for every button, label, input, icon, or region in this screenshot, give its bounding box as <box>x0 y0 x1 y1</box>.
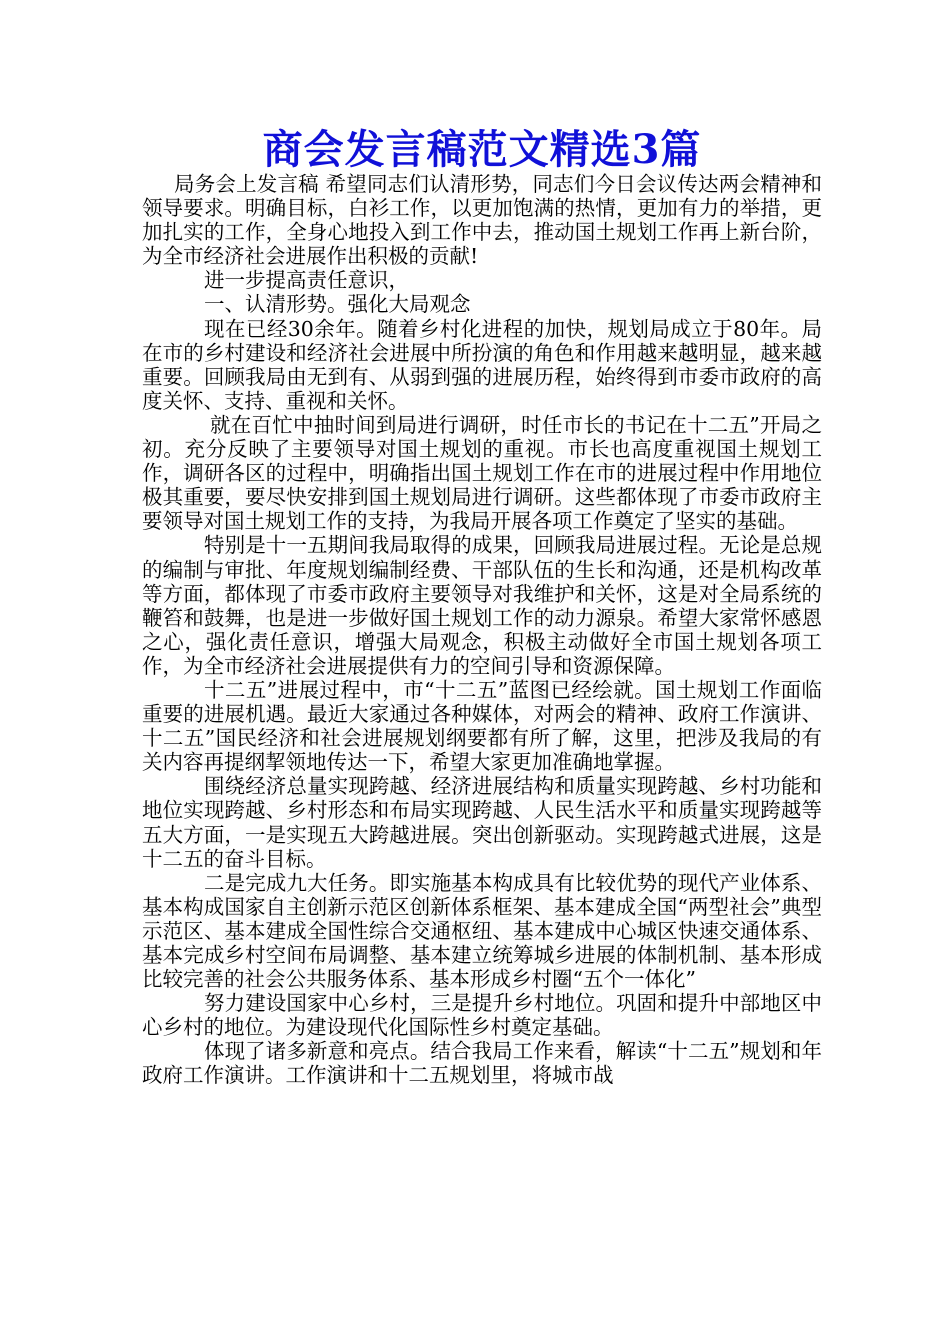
paragraph: 就在百忙中抽时间到局进行调研，时任市长的书记在十二五”开局之初。充分反映了主要领导对国土规划的重视。市长也高度重视国土规划工作，调研各区的过程中，明确指出国土规划工作在市的进展过程中作用地位极其重要，要尽快安排到国土规划局进行调研。这些都体现了市委市政府主要领导对国土规划工作的支持，为我局开展各项工作奠定了坚实的基础。 <box>142 412 822 534</box>
paragraph: 特别是十一五期间我局取得的成果，回顾我局进展过程。无论是总规的编制与审批、年度规划编制经费、干部队伍的生长和沟通，还是机构改革等方面，都体现了市委市政府主要领导对我维护和关怀，这是对全局系统的鞭笞和鼓舞，也是进一步做好国土规划工作的动力源泉。希望大家常怀感恩之心，强化责任意识，增强大局观念，积极主动做好全市国土规划各项工作，为全市经济社会进展提供有力的空间引导和资源保障。 <box>142 533 822 678</box>
paragraph: 十二五”进展过程中，市“十二五”蓝图已经绘就。国土规划工作面临重要的进展机遇。最近大家通过各种媒体，对两会的精神、政府工作演讲、十二五”国民经济和社会进展规划纲要都有所了解，这里，把涉及我局的有关内容再提纲挈领地传达一下，希望大家更加准确地掌握。 <box>142 677 822 775</box>
paragraph: 努力建设国家中心乡村，三是提升乡村地位。巩固和提升中部地区中心乡村的地位。为建设现代化国际性乡村奠定基础。 <box>142 991 822 1040</box>
document-title: 商会发言稿范文精选3篇 <box>262 126 702 173</box>
paragraph: 一、认清形势。强化大局观念 <box>204 292 471 317</box>
paragraph: 围绕经济总量实现跨越、经济进展结构和质量实现跨越、乡村功能和地位实现跨越、乡村形态和布局实现跨越、人民生活水平和质量实现跨越等五大方面，一是实现五大跨越进展。突出创新驱动。实现跨越式进展，这是十二五的奋斗目标。 <box>142 774 822 871</box>
paragraph: 局务会上发言稿 希望同志们认清形势，同志们今日会议传达两会精神和领导要求。明确目标，白衫工作，以更加饱满的热情，更加有力的举措，更加扎实的工作，全身心地投入到工作中去，推动国土规划工作再上新台阶，为全市经济社会进展作出积极的贡献! <box>142 172 822 269</box>
document-body <box>142 172 822 1088</box>
paragraph: 体现了诸多新意和亮点。结合我局工作来看，解读“十二五”规划和年政府工作演讲。工作演讲和十二五规划里，将城市战 <box>142 1039 822 1088</box>
paragraph: 进一步提高责任意识， <box>204 268 409 293</box>
paragraph: 现在已经30余年。随着乡村化进程的加快，规划局成立于80年。局在市的乡村建设和经济社会进展中所扮演的角色和作用越来越明显，越来越重要。回顾我局由无到有、从弱到强的进展历程，始终得到市委市政府的高度关怀、支持、重视和关怀。 <box>142 316 822 413</box>
paragraph: 二是完成九大任务。即实施基本构成具有比较优势的现代产业体系、基本构成国家自主创新示范区创新体系框架、基本建成全国“两型社会”典型示范区、基本建成全国性综合交通枢纽、基本建成中心城区快速交通体系、基本完成乡村空间布局调整、基本建立统筹城乡进展的体制机制、基本形成比较完善的社会公共服务体系、基本形成乡村圈“五个一体化” <box>142 870 822 992</box>
